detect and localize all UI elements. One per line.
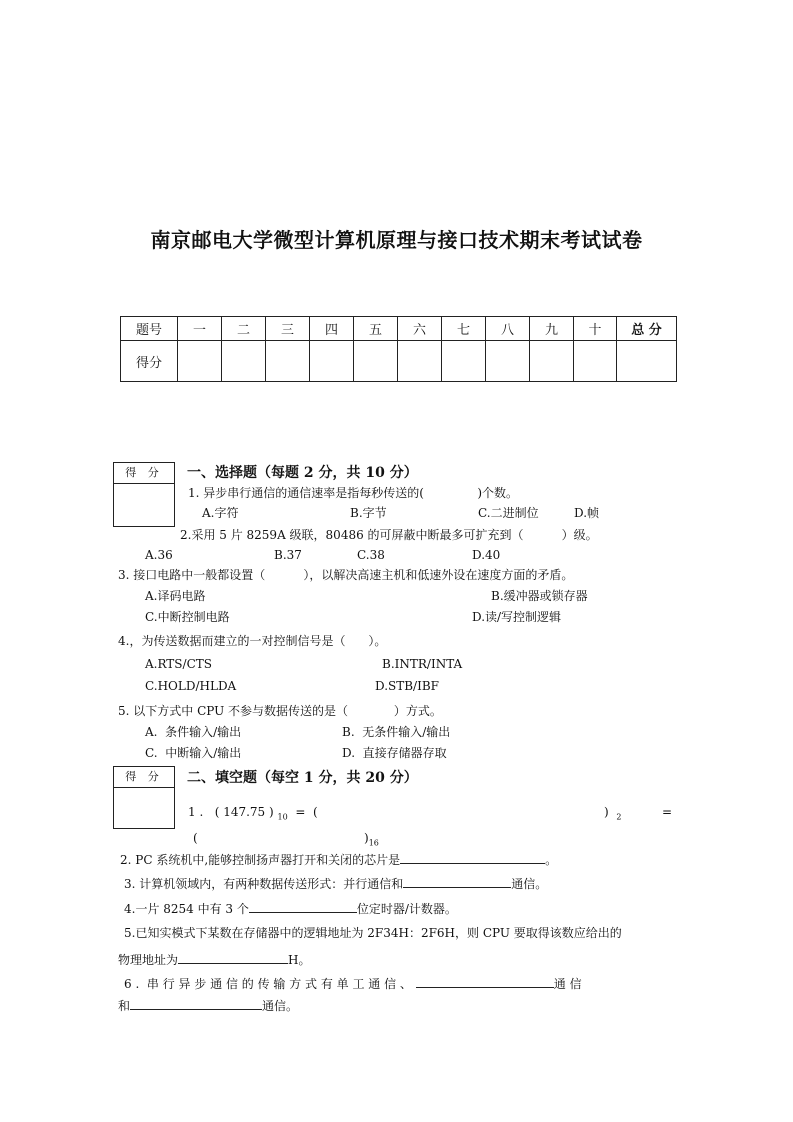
option: C.二进制位: [478, 506, 539, 520]
option: B.字节: [350, 506, 387, 520]
text: 2. PC 系统机中,能够控制扬声器打开和关闭的芯片是: [120, 853, 401, 867]
text: 6 . 串 行 异 步 通 信 的 传 输 方 式 有 单 工 通 信 、: [124, 977, 412, 991]
text: 物理地址为: [118, 953, 179, 967]
score-cell: [398, 341, 442, 382]
text: 通信。: [262, 999, 299, 1013]
header-cell: 总 分: [617, 317, 677, 341]
score-box-label: 得 分: [114, 767, 174, 788]
option: A.RTS/CTS: [145, 657, 212, 671]
header-cell: 六: [398, 317, 442, 341]
question: 4.，为传送数据而建立的一对控制信号是（ ）。: [118, 634, 387, 648]
score-table: [120, 316, 677, 382]
answer-blank[interactable]: [249, 899, 357, 913]
score-box: [113, 462, 175, 527]
question: 2.采用 5 片 8259A 级联，80486 的可屏蔽中断最多可扩充到（ ）级。: [180, 528, 598, 542]
text: H。: [288, 953, 311, 967]
score-box-label: 得 分: [114, 463, 174, 484]
option: D.40: [472, 548, 501, 562]
answer-blank[interactable]: [178, 950, 288, 964]
score-cell: [574, 341, 617, 382]
question: [124, 874, 547, 892]
answer-blank[interactable]: [403, 874, 511, 888]
score-cell: [178, 341, 222, 382]
header-cell: 十: [574, 317, 617, 341]
question: [188, 804, 318, 825]
option: C.HOLD/HLDA: [145, 679, 237, 693]
text: ): [364, 831, 369, 845]
header-cell: 一: [178, 317, 222, 341]
option: B. 无条件输入/输出: [342, 725, 451, 739]
header-cell: 四: [310, 317, 354, 341]
question-cont: [118, 996, 298, 1014]
score-cell: [486, 341, 530, 382]
section-heading: 一、选择题（每题 2 分，共 10 分）: [187, 465, 418, 481]
score-cell: [354, 341, 398, 382]
header-cell: 题号: [121, 317, 178, 341]
score-cell: [310, 341, 354, 382]
question-cont: [604, 804, 621, 825]
score-cell: [222, 341, 266, 382]
answer-blank[interactable]: [130, 996, 262, 1010]
subscript: 16: [368, 838, 379, 848]
subscript: 2: [616, 812, 622, 822]
text: 4.一片 8254 中有 3 个: [124, 902, 249, 916]
page-title: 南京邮电大学微型计算机原理与接口技术期末考试试卷: [150, 228, 643, 252]
option: D. 直接存储器存取: [342, 746, 447, 760]
option: C.38: [357, 548, 385, 562]
text: 和: [118, 999, 131, 1013]
subscript: 10: [277, 812, 288, 822]
option: B.缓冲器或锁存器: [491, 589, 588, 603]
header-cell: 九: [530, 317, 574, 341]
score-cell: [530, 341, 574, 382]
row-label: 得分: [121, 341, 178, 382]
text: =: [662, 805, 673, 819]
text: ): [604, 805, 609, 819]
text: 通信。: [511, 877, 548, 891]
text: = (: [295, 805, 318, 819]
option: A. 条件输入/输出: [145, 725, 242, 739]
option: A.译码电路: [145, 589, 206, 603]
option: C. 中断输入/输出: [145, 746, 242, 760]
answer-blank[interactable]: [416, 974, 554, 988]
text: 1 . ( 147.75 ): [188, 805, 274, 819]
text: (: [193, 831, 198, 845]
option: A.字符: [202, 506, 239, 520]
question-cont: [364, 830, 379, 851]
header-cell: 二: [222, 317, 266, 341]
score-cell: [617, 341, 677, 382]
option: A.36: [145, 548, 173, 562]
option: D.读/写控制逻辑: [472, 610, 562, 624]
text: 。: [545, 853, 558, 867]
section-heading: 二、填空题（每空 1 分，共 20 分）: [187, 770, 418, 786]
score-box: [113, 766, 175, 829]
option: D.帧: [574, 506, 600, 520]
question-cont: [118, 950, 310, 968]
question: 1. 异步串行通信的通信速率是指每秒传送的( )个数。: [188, 486, 519, 500]
header-cell: 七: [442, 317, 486, 341]
header-cell: 三: [266, 317, 310, 341]
option: B.37: [274, 548, 302, 562]
option: C.中断控制电路: [145, 610, 230, 624]
question: [124, 899, 457, 917]
text: 3. 计算机领域内，有两种数据传送形式：并行通信和: [124, 877, 404, 891]
question: 5. 以下方式中 CPU 不参与数据传送的是（ ）方式。: [118, 704, 442, 718]
option: B.INTR/INTA: [382, 657, 463, 671]
answer-blank[interactable]: [400, 850, 545, 864]
text: 位定时器/计数器。: [356, 902, 457, 916]
question: [120, 850, 557, 868]
header-cell: 八: [486, 317, 530, 341]
score-cell: [266, 341, 310, 382]
question: [124, 974, 582, 992]
question: 5.已知实模式下某数在存储器中的逻辑地址为 2F34H：2F6H，则 CPU 要取得该数应给出的: [124, 926, 622, 940]
score-cell: [442, 341, 486, 382]
question: 3. 接口电路中一般都设置（ ），以解决高速主机和低速外设在速度方面的矛盾。: [118, 568, 574, 582]
option: D.STB/IBF: [375, 679, 439, 693]
text: 通 信: [553, 977, 582, 991]
header-cell: 五: [354, 317, 398, 341]
